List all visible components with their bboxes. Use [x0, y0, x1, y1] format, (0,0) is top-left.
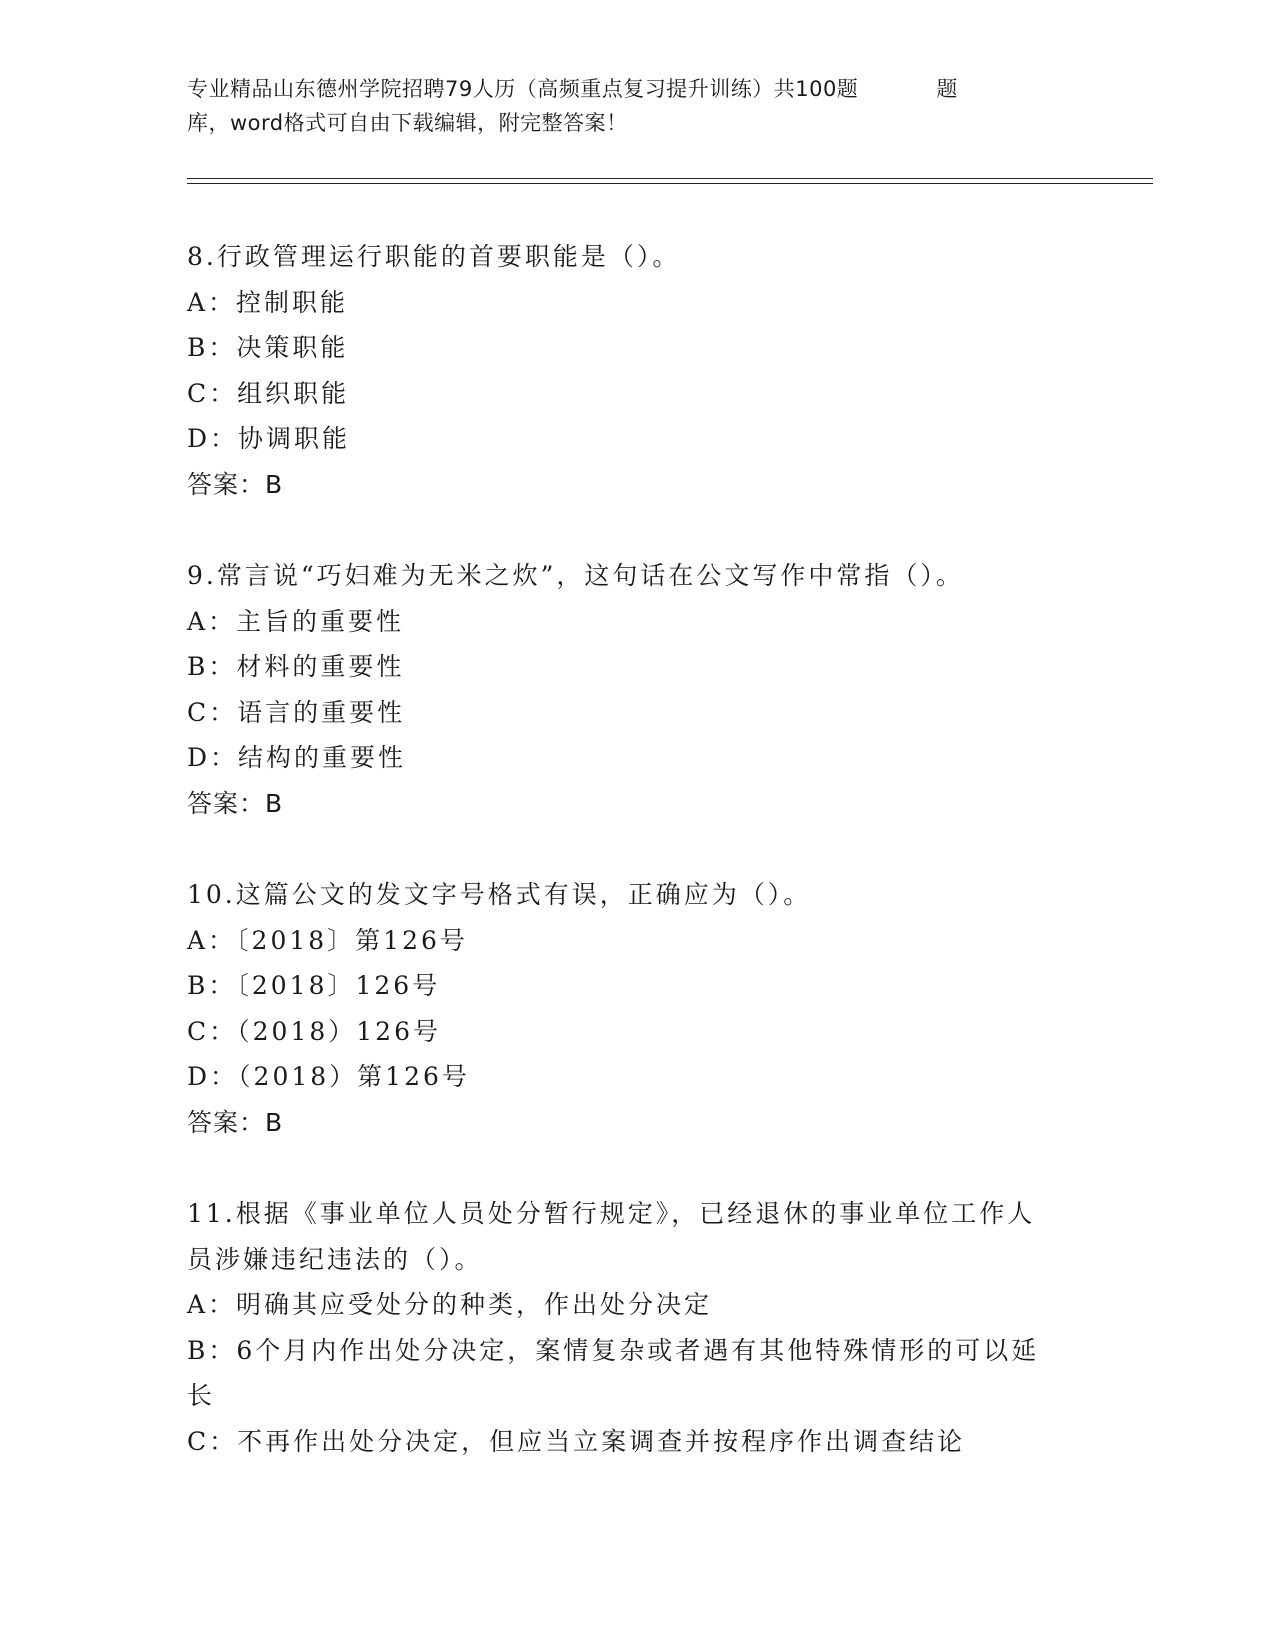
answer-label: 答案：B	[187, 788, 284, 818]
option-b: B：6个月内作出处分决定，案情复杂或者遇有其他特殊情形的可以延	[187, 1335, 1040, 1365]
option-d: D：结构的重要性	[187, 743, 407, 772]
header-divider-bottom	[187, 183, 1153, 184]
header-title-tail: 题	[936, 77, 958, 101]
question-list	[187, 234, 1087, 1510]
question-title: 8.行政管理运行职能的首要职能是（）。	[187, 242, 681, 271]
option-b-continued: 长	[187, 1381, 216, 1410]
option-d: D：协调职能	[187, 424, 351, 453]
option-c: C：组织职能	[187, 378, 350, 408]
option-d: D：（2018）第126号	[187, 1062, 470, 1091]
option-c: C：语言的重要性	[187, 697, 406, 727]
option-b: B：决策职能	[187, 333, 349, 362]
option-b: B：〔2018〕126号	[187, 971, 441, 1000]
header-line-2: 库，word格式可自由下载编辑，附完整答案！	[187, 111, 628, 135]
question-9	[187, 553, 1087, 826]
header-line-1	[187, 72, 1067, 106]
header-title-text: 专业精品山东德州学院招聘79人历（高频重点复习提升训练）共100题	[187, 77, 859, 101]
question-title-line-1: 11.根据《事业单位人员处分暂行规定》，已经退休的事业单位工作人	[187, 1199, 1036, 1228]
option-a: A：控制职能	[187, 287, 349, 317]
question-10	[187, 872, 1087, 1145]
option-a: A：主旨的重要性	[187, 606, 405, 636]
question-8	[187, 234, 1087, 507]
option-c: C：（2018）126号	[187, 1016, 441, 1046]
header-divider-top	[187, 178, 1153, 179]
option-c: C：不再作出处分决定，但应当立案调查并按程序作出调查结论	[187, 1426, 966, 1456]
question-title-line-2: 员涉嫌违纪违法的（）。	[187, 1244, 483, 1274]
question-title: 10.这篇公文的发文字号格式有误，正确应为（）。	[187, 880, 812, 909]
document-header	[187, 72, 1067, 140]
answer-label: 答案：B	[187, 1107, 284, 1137]
question-11	[187, 1191, 1087, 1464]
option-b: B：材料的重要性	[187, 652, 405, 681]
question-title: 9.常言说“巧妇难为无米之炊”，这句话在公文写作中常指（）。	[187, 561, 964, 590]
option-a: A：明确其应受处分的种类，作出处分决定	[187, 1290, 713, 1319]
answer-label: 答案：B	[187, 469, 284, 499]
option-a: A：〔2018〕第126号	[187, 925, 468, 955]
